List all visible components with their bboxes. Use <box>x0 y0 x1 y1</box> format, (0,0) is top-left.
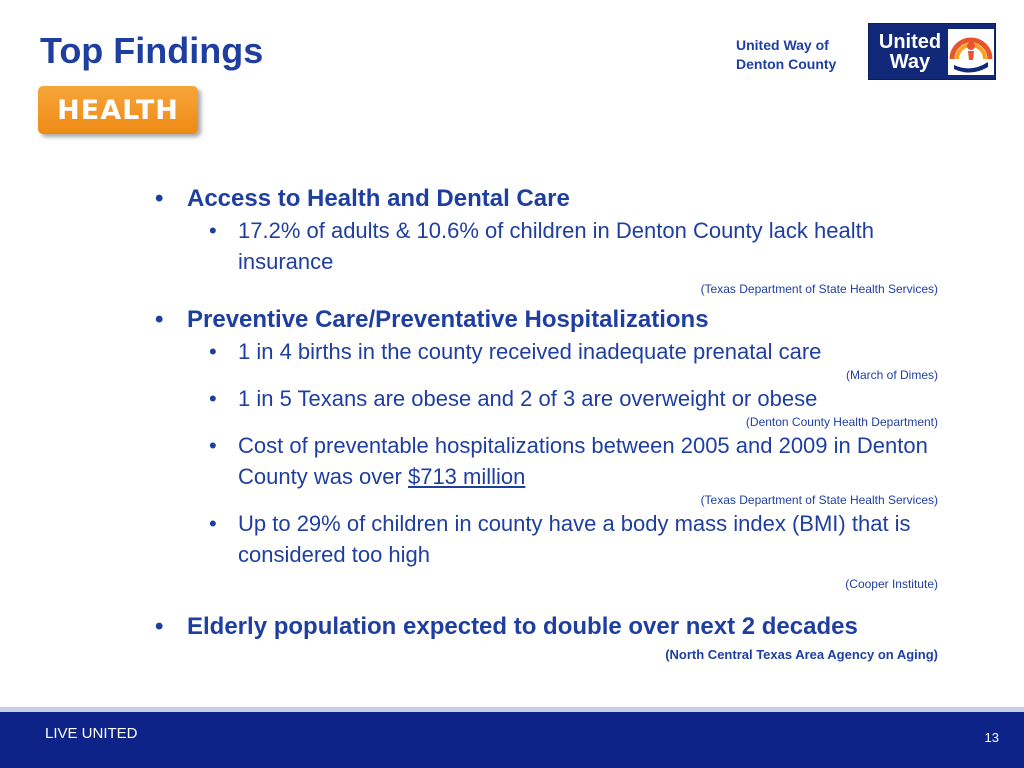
footer <box>0 712 1024 768</box>
page-number: 13 <box>984 730 999 745</box>
finding-heading-elderly: • Elderly population expected to double over next 2 decades <box>155 610 938 643</box>
finding-item: • 1 in 5 Texans are obese and 2 of 3 are overweight or obese <box>155 383 938 414</box>
united-way-hand-icon <box>948 29 994 75</box>
org-name-line1: United Way of <box>736 37 829 53</box>
united-way-logo <box>868 23 996 80</box>
logo-text <box>869 32 946 72</box>
finding-item: • 17.2% of adults & 10.6% of children in Denton County lack health insurance <box>155 215 938 277</box>
footer-tagline: LIVE UNITED <box>45 725 138 742</box>
finding-item <box>155 430 938 492</box>
finding-heading-access: • Access to Health and Dental Care <box>155 182 938 215</box>
source-citation: (Texas Department of State Health Services) <box>700 282 938 296</box>
source-citation: (North Central Texas Area Agency on Aging) <box>665 647 938 662</box>
org-name <box>736 36 836 74</box>
cost-amount-link: $713 million <box>407 464 526 489</box>
source-citation: (March of Dimes) <box>845 368 938 382</box>
logo-text-line2: Way <box>889 50 931 73</box>
finding-heading-preventive: • Preventive Care/Preventative Hospitalizations <box>155 303 938 336</box>
page-title: Top Findings <box>40 30 264 71</box>
finding-item: • 1 in 4 births in the county received inadequate prenatal care <box>155 336 938 367</box>
source-citation: (Denton County Health Department) <box>745 415 938 429</box>
findings-list <box>155 182 938 663</box>
source-citation: (Cooper Institute) <box>845 577 938 591</box>
finding-item-text: Cost of preventable hospitalizations between 2005 and 2009 in Denton County was over <box>238 433 928 489</box>
finding-item: • Up to 29% of children in county have a body mass index (BMI) that is considered too high <box>155 508 938 570</box>
org-name-line2: Denton County <box>736 56 837 72</box>
health-badge: HEALTH <box>38 86 198 134</box>
logo-text-line1: United <box>878 30 942 53</box>
source-citation: (Texas Department of State Health Services) <box>700 493 938 507</box>
